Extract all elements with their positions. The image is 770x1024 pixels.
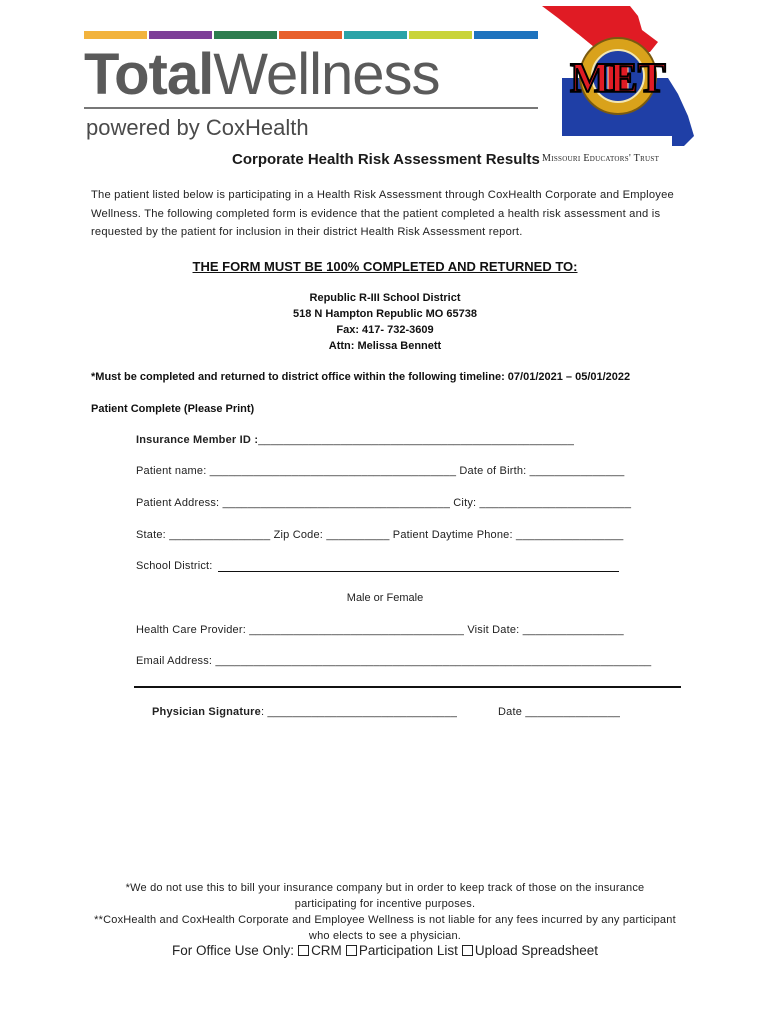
intro-line: requested by the patient for inclusion in their district Health Risk Assessment report. [91,226,523,238]
met-missouri-logo [538,4,698,152]
date-row [498,706,620,718]
logo-divider [84,107,538,109]
address-line: 518 N Hampton Republic MO 65738 [293,308,477,320]
return-heading: THE FORM MUST BE 100% COMPLETED AND RETURNED TO: [192,259,578,274]
footer-note-1-line2: participating for incentive purposes. [294,898,476,910]
physician-signature-field[interactable]: ______________________________ [267,706,458,718]
patient-address-label: Patient Address: [136,497,220,509]
upload-spreadsheet-checkbox[interactable] [462,945,473,956]
provider-label: Health Care Provider: [136,624,246,636]
insurance-id-field[interactable]: __________________________________________________ [258,434,575,446]
email-row [136,655,651,667]
address-line: Attn: Melissa Bennett [328,340,442,352]
visit-date-field[interactable]: ________________ [522,624,624,636]
insurance-id-label: Insurance Member ID : [136,434,259,446]
intro-line: The patient listed below is participating in a Health Risk Assessment through CoxHealth Corporate and Employee [91,189,674,201]
footer-note-1 [0,880,770,912]
school-district-field[interactable] [218,571,619,572]
city-label: City: [453,497,477,509]
brand-color-bar-6 [409,31,472,39]
brand-color-bar-7 [474,31,538,39]
patient-name-row [136,465,624,477]
visit-date-label: Visit Date: [467,624,520,636]
dob-label: Date of Birth: [459,465,527,477]
patient-name-field[interactable]: _______________________________________ [209,465,457,477]
total-wellness-logo: TotalWellness [84,42,440,107]
footer-note-2-line2: who elects to see a physician. [308,930,462,942]
address-line: Republic R-III School District [309,292,461,304]
insurance-id-row [136,434,574,446]
patient-name-label: Patient name: [136,465,207,477]
phone-label: Patient Daytime Phone: [392,529,513,541]
brand-color-bar-5 [344,31,407,39]
brand-color-bar-1 [84,31,147,39]
city-field[interactable]: ________________________ [479,497,632,509]
school-district-row [136,560,213,572]
participation-list-option: Participation List [358,943,458,958]
participation-list-checkbox[interactable] [346,945,357,956]
document-title: Corporate Health Risk Assessment Results [232,151,540,168]
patient-address-field[interactable]: ____________________________________ [222,497,451,509]
logo-subtitle: powered by CoxHealth [86,115,309,140]
physician-signature-row [152,706,457,718]
physician-signature-label: Physician Signature [152,706,261,718]
dob-field[interactable]: _______________ [529,465,625,477]
date-field[interactable]: _______________ [525,706,621,718]
provider-field[interactable]: __________________________________ [249,624,465,636]
patient-complete-label: Patient Complete (Please Print) [91,403,255,415]
email-field[interactable]: _____________________________________________________________________ [215,655,652,667]
deadline-note: *Must be completed and returned to district office within the following timeline: 07/01/2021 – 05/01/2022 [91,371,631,383]
brand-color-bar-3 [214,31,277,39]
met-caption: Missouri Educators' Trust [542,153,660,164]
section-divider [134,686,681,688]
footer-note-2 [0,912,770,944]
zip-field[interactable]: __________ [326,529,390,541]
office-use-row [0,943,770,958]
state-field[interactable]: ________________ [169,529,271,541]
state-row [136,529,623,541]
gender-option: Male or Female [346,592,424,604]
brand-color-bar-2 [149,31,212,39]
upload-spreadsheet-option: Upload Spreadsheet [474,943,598,958]
crm-option: CRM [311,943,342,958]
office-use-label: For Office Use Only: [172,943,295,958]
crm-checkbox[interactable] [298,945,309,956]
footer-note-1-line1: *We do not use this to bill your insurance company but in order to keep track of those on the insurance [125,882,645,894]
school-district-label: School District: [136,560,213,572]
footer-note-2-line1: **CoxHealth and CoxHealth Corporate and Employee Wellness is not liable for any fees incurred by any participant [94,914,676,926]
zip-label: Zip Code: [273,529,324,541]
state-label: State: [136,529,166,541]
address-line: Fax: 417- 732-3609 [336,324,434,336]
met-letters: MET [570,56,666,102]
physician-signature-colon: : [260,706,265,718]
email-label: Email Address: [136,655,213,667]
provider-row [136,624,624,636]
intro-line: Wellness. The following completed form is evidence that the patient completed a health risk assessment and is [91,207,661,220]
phone-field[interactable]: _________________ [516,529,624,541]
intro-paragraph [91,186,681,242]
brand-color-bar-4 [279,31,342,39]
date-label: Date [498,706,523,718]
patient-address-row [136,497,631,509]
